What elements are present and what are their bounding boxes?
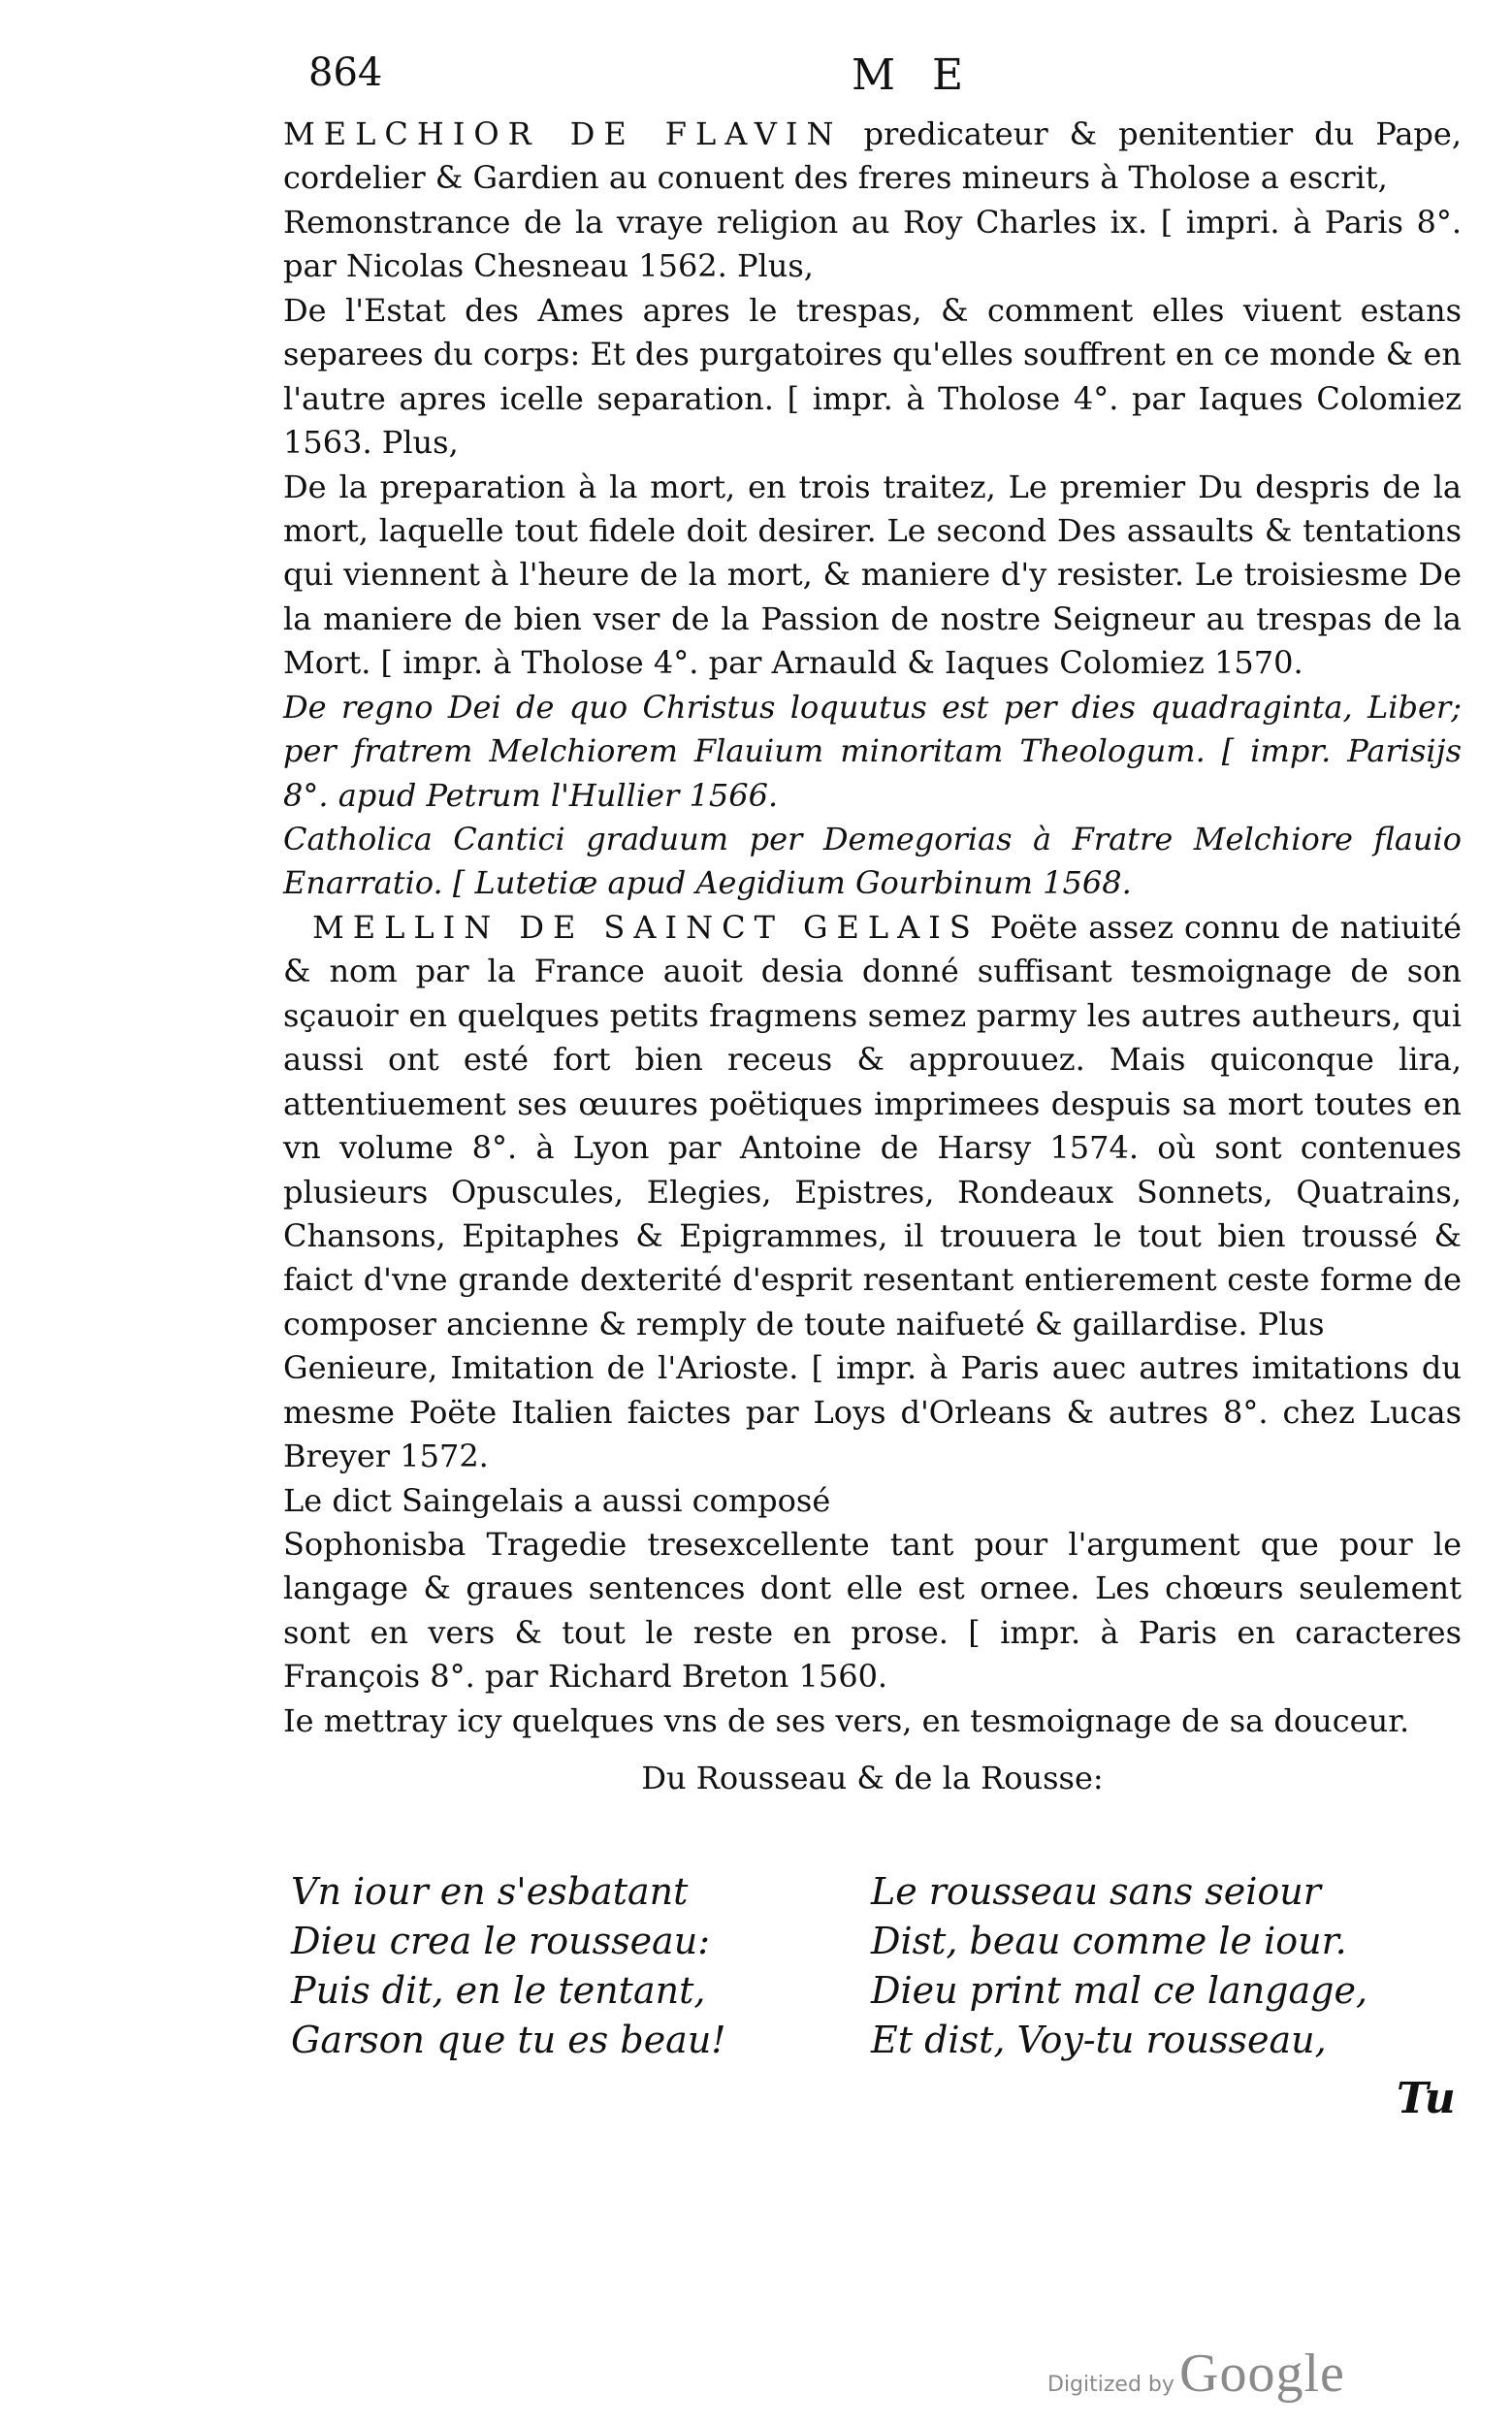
entry-vers-intro: Ie mettray icy quelques vns de ses vers, en tesmoignage de sa douceur. [283, 1701, 1410, 1739]
page-header [308, 50, 1453, 118]
entry-genieure: Genieure, Imitation de l'Arioste. [ impr. à Paris auec autres imitations du mesme Poëte Italien faictes par Loys d'Orleans & autres 8°. chez Lucas Breyer 1572. [283, 1349, 1462, 1475]
verse-line: Le rousseau sans seiour [871, 1870, 1321, 1913]
page-number: 864 [308, 50, 383, 95]
poem-right-column [871, 1867, 1367, 2065]
running-head: M E [852, 50, 976, 100]
entry-remonstrance: Remonstrance de la vraye religion au Roy Charles ix. [ impri. à Paris 8°. par Nicolas Chesneau 1562. Plus, [283, 203, 1462, 285]
digitized-watermark [1047, 2343, 1345, 2405]
poem-left-column [291, 1867, 726, 2065]
google-logo: Google [1179, 2344, 1345, 2404]
entry-estat-des-ames: De l'Estat des Ames apres le trespas, & comment elles viuent estans separees du corps: Et des purgatoires qu'elles souffrent en ce monde & en l'autre apres icelle separation. [ impr. à Tholose 4°. par Iaques Colomiez 1563. Plus, [283, 291, 1462, 462]
catchword: Tu [1397, 2074, 1456, 2123]
entry-catholica-cantici: Catholica Cantici graduum per Demegorias à Fratre Melchiore flauio Enarratio. [ Lutetiæ apud Aegidium Gourbinum 1568. [283, 821, 1462, 902]
entry-preparation-mort: De la preparation à la mort, en trois traitez, Le premier Du despris de la mort, laquelle tout fidele doit desirer. Le second Des assaults & tentations qui viennent à l'heure de la mort, & maniere d'y resister. Le troisiesme De la maniere de bien vser de la Passion de nostre Seigneur au trespas de la Mort. [ impr. à Tholose 4°. par Arnauld & Iaques Colomiez 1570. [283, 468, 1462, 682]
verse-line: Dieu print mal ce langage, [871, 1969, 1368, 2012]
verse-line: Puis dit, en le tentant, [291, 1969, 706, 2012]
entry-mellin-intro: MELLIN DE SAINCT GELAIS Poëte assez connu de natiuité & nom par la France auoit desia donné suffisant tesmoignage de son sçauoir en quelques petits fragmens semez parmy les autres autheurs, qui aussi ont esté fort bien receus & approuuez. Mais quiconque lira, attentiuement ses œuures poëtiques imprimees despuis sa mort toutes en vn volume 8°. à Lyon par Antoine de Harsy 1574. où sont contenues plusieurs Opuscules, Elegies, Epistres, Rondeaux Sonnets, Quatrains, Chansons, Epitaphes & Epigrammes, il trouuera le tout bien troussé & faict d'vne grande dexterité d'esprit resentant entierement ceste forme de composer ancienne & remply de toute naifueté & gaillardise. Plus [283, 908, 1463, 1342]
author-name: MELCHIOR DE FLAVIN [283, 115, 843, 152]
verse-line: Vn iour en s'esbatant [291, 1870, 689, 1913]
main-text [283, 113, 1462, 1811]
verse-line: Et dist, Voy-tu rousseau, [871, 2019, 1327, 2061]
entry-melchior-intro: MELCHIOR DE FLAVIN predicateur & penitentier du Pape, cordelier & Gardien au conuent des freres mineurs à Tholose a escrit, [283, 115, 1463, 197]
poem-title: Du Rousseau & de la Rousse: [641, 1760, 1104, 1797]
entry-sophonisba: Sophonisba Tragedie tresexcellente tant pour l'argument que pour le langage & graues sentences dont elle est ornee. Les chœurs seulement sont en vers & tout le reste en prose. [ impr. à Paris en caracteres François 8°. par Richard Breton 1560. [283, 1526, 1462, 1696]
watermark-prefix: Digitized by [1047, 2373, 1174, 2397]
verse-line: Dist, beau comme le iour. [871, 1920, 1347, 1962]
entry-saingelais-note: Le dict Saingelais a aussi composé [283, 1481, 831, 1519]
verse-line: Garson que tu es beau! [291, 2019, 726, 2061]
verse-line: Dieu crea le rousseau: [291, 1920, 710, 1962]
author-name: MELLIN DE SAINCT GELAIS [312, 908, 980, 946]
entry-de-regno-dei: De regno Dei de quo Christus loquutus est per dies quadraginta, Liber; per fratrem Melchiorem Flauium minoritam Theologum. [ impr. Parisijs 8°. apud Petrum l'Hullier 1566. [283, 688, 1462, 814]
